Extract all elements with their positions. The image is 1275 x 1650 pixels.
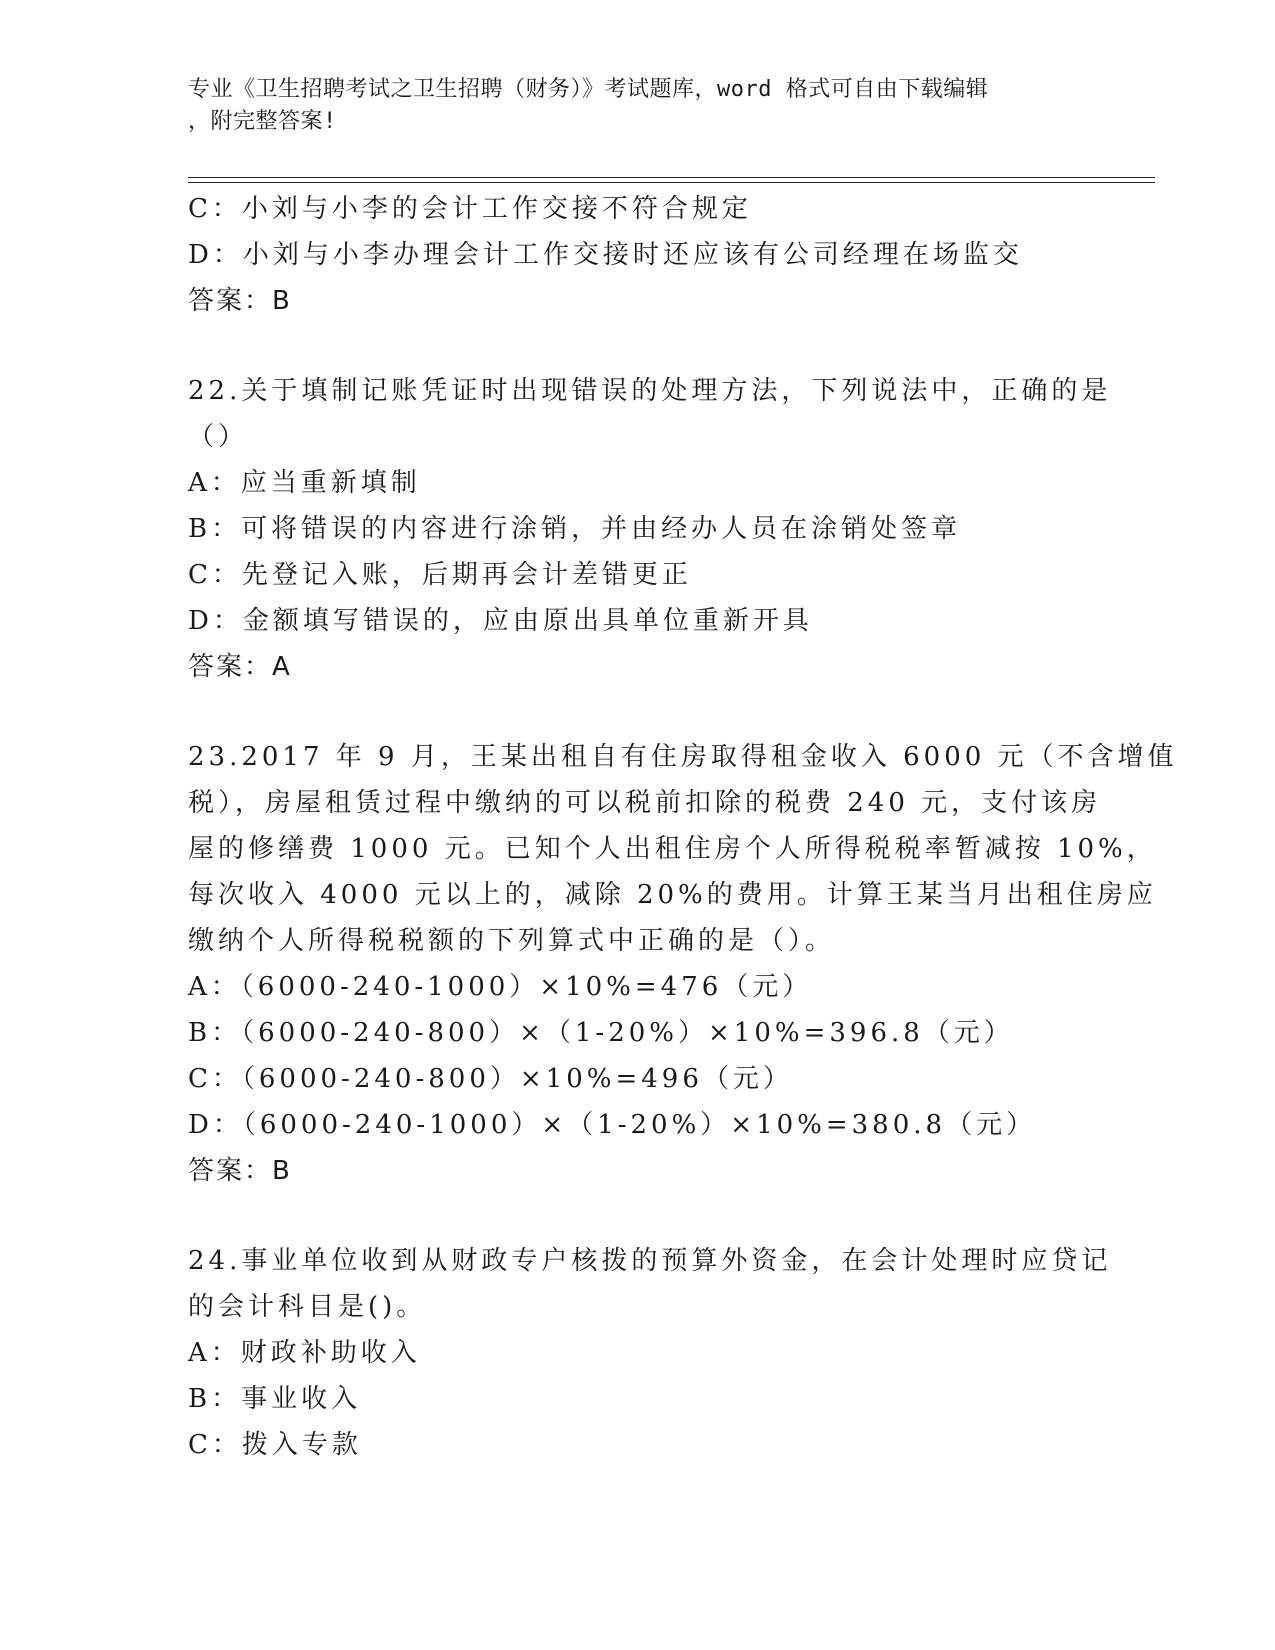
q24-option-b: B：事业收入 xyxy=(188,1384,362,1414)
q22-option-a: A：应当重新填制 xyxy=(188,468,421,498)
q23-answer: 答案：B xyxy=(188,1156,292,1186)
q22-option-d: D：金额填写错误的，应由原出具单位重新开具 xyxy=(188,606,813,636)
q23-option-a: A：（6000-240-1000）×10%=476（元） xyxy=(188,972,813,1002)
q23-question-line-2: 税），房屋租赁过程中缴纳的可以税前扣除的税费 240 元，支付该房 xyxy=(188,788,1102,818)
header-line-1: 专业《卫生招聘考试之卫生招聘（财务）》考试题库，word 格式可自由下载编辑 xyxy=(188,77,989,102)
q23-option-b: B：（6000-240-800）×（1-20%）×10%=396.8（元） xyxy=(188,1018,1014,1048)
q24-question-line-1: 24.事业单位收到从财政专户核拨的预算外资金，在会计处理时应贷记 xyxy=(188,1246,1112,1276)
q22-question-line-1: 22.关于填制记账凭证时出现错误的处理方法，下列说法中，正确的是 xyxy=(188,376,1112,406)
document-header xyxy=(188,74,1068,138)
q23-option-d: D：（6000-240-1000）×（1-20%）×10%=380.8（元） xyxy=(188,1110,1037,1140)
question-24 xyxy=(188,1238,1112,1468)
header-divider-top xyxy=(188,177,1155,178)
question-21-tail xyxy=(188,186,1088,324)
q22-option-c: C：先登记入账，后期再会计差错更正 xyxy=(188,560,692,590)
q23-question-line-5: 缴纳个人所得税税额的下列算式中正确的是（）。 xyxy=(188,926,836,956)
q22-option-b: B：可将错误的内容进行涂销，并由经办人员在涂销处签章 xyxy=(188,514,962,544)
q22-answer: 答案：A xyxy=(188,652,292,682)
header-line-2: ，附完整答案! xyxy=(188,109,337,134)
q22-question-line-2: （） xyxy=(188,422,249,452)
header-divider-bottom xyxy=(188,182,1155,183)
q23-question-line-4: 每次收入 4000 元以上的，减除 20%的费用。计算王某当月出租住房应 xyxy=(188,880,1157,910)
q23-question-line-1: 23.2017 年 9 月，王某出租自有住房取得租金收入 6000 元（不含增值 xyxy=(188,742,1178,772)
q21-answer: 答案：B xyxy=(188,286,292,316)
q23-question-line-3: 屋的修缮费 1000 元。已知个人出租住房个人所得税税率暂减按 10%， xyxy=(188,834,1157,864)
question-22 xyxy=(188,368,1112,690)
q21-option-c: C：小刘与小李的会计工作交接不符合规定 xyxy=(188,194,752,224)
q24-question-line-2: 的会计科目是()。 xyxy=(188,1292,427,1322)
q24-option-c: C：拨入专款 xyxy=(188,1430,362,1460)
q23-option-c: C：（6000-240-800）×10%=496（元） xyxy=(188,1064,793,1094)
question-content xyxy=(188,186,1178,1468)
q24-option-a: A：财政补助收入 xyxy=(188,1338,421,1368)
question-23 xyxy=(188,734,1178,1194)
q21-option-d: D：小刘与小李办理会计工作交接时还应该有公司经理在场监交 xyxy=(188,240,1023,270)
